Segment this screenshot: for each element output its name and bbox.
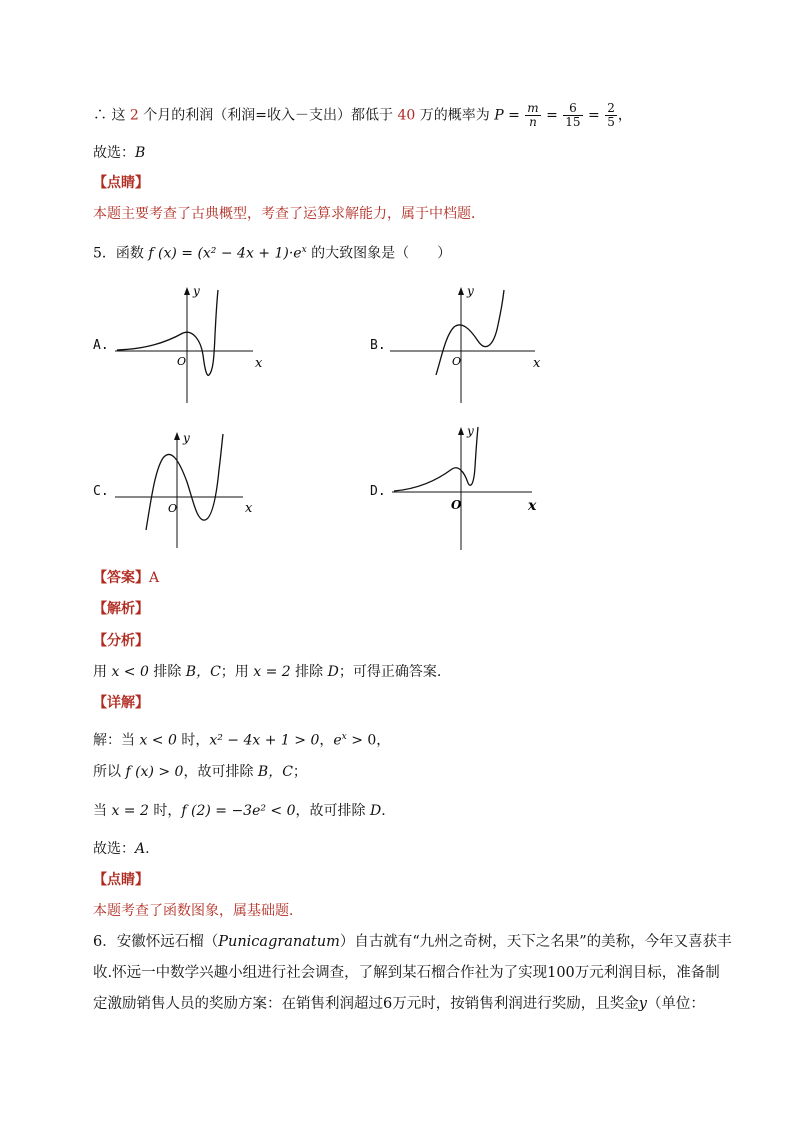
graph-b-origin: O bbox=[452, 355, 462, 368]
graph-b-x-label: x bbox=[533, 356, 541, 371]
option-d-label[interactable]: D. bbox=[370, 484, 386, 499]
solution-step-3: 当 x = 2 时，f (2) = −3e² < 0，故可排除 D. bbox=[93, 803, 386, 819]
fraction-m-n: $\frac{m}{n}$ bbox=[527, 101, 539, 129]
option-b-label[interactable]: B. bbox=[370, 338, 386, 353]
jiexi-heading: 【解析】 bbox=[93, 601, 149, 617]
graph-d[interactable] bbox=[392, 425, 547, 557]
graph-d-y-label: y bbox=[467, 424, 474, 438]
dianjing-text-2: 本题考查了函数图象，属基础题． bbox=[93, 903, 303, 919]
graph-c-x-label: x bbox=[245, 501, 253, 516]
graph-d-x-label: x bbox=[528, 498, 537, 514]
graph-c-y-label: y bbox=[183, 431, 190, 445]
graph-a-origin: O bbox=[177, 355, 187, 368]
option-a-label[interactable]: A. bbox=[93, 338, 109, 353]
question-5: 5．函数 f $(x) = (x^2 - 4x + 1)\cdot e^x$ 的大致图象是（ ） bbox=[93, 245, 452, 262]
dianjing-text: 本题主要考查了古典概型，考查了运算求解能力，属于中档题． bbox=[93, 206, 485, 222]
graph-b-y-label: y bbox=[467, 284, 474, 298]
graph-a-x-label: x bbox=[255, 356, 263, 371]
fenxi-text: 用 x < 0 排除 B，C；用 x = 2 排除 D；可得正确答案. bbox=[93, 664, 442, 680]
graph-a-y-label: y bbox=[193, 284, 200, 298]
graph-b[interactable] bbox=[390, 285, 545, 409]
question-6-line-1: 6．安徽怀远石榴（Punicagranatum）自古就有“九州之奇树，天下之名果”的美称，今年又喜获丰 bbox=[93, 934, 732, 950]
fraction-2-5: $\frac{2}{5}$ bbox=[607, 101, 615, 129]
question-6-line-3: 定激励销售人员的奖励方案：在销售利润超过6万元时，按销售利润进行奖励，且奖金y（单位： bbox=[93, 996, 705, 1012]
answer-heading: 【答案】A bbox=[93, 570, 160, 586]
solution-step-1: 解：当 x < 0 时，x² − 4x + 1 > 0，$e^x > 0$， bbox=[93, 732, 391, 749]
graph-c-origin: O bbox=[168, 502, 178, 515]
graph-a[interactable] bbox=[115, 285, 265, 409]
fenxi-heading: 【分析】 bbox=[93, 633, 149, 649]
dianjing-heading: 【点睛】 bbox=[93, 175, 149, 191]
xiangjie-heading: 【详解】 bbox=[93, 695, 149, 711]
graph-c[interactable] bbox=[115, 430, 265, 554]
graph-d-origin: O bbox=[451, 498, 462, 512]
dianjing-heading-2: 【点睛】 bbox=[93, 872, 149, 888]
probability-line: ∴ 这 2 个月的利润（利润=收入－支出）都低于 40 万的概率为 P = $\frac{m}{n}$ = $\frac{6}{15}$ = $\frac{2}{5}$ ， bbox=[93, 101, 632, 129]
solution-step-4: 故选：A. bbox=[93, 841, 150, 857]
choice-line-b: 故选：B bbox=[93, 145, 146, 161]
option-c-label[interactable]: C. bbox=[93, 484, 109, 499]
solution-step-2: 所以 f (x) > 0，故可排除 B，C； bbox=[93, 764, 307, 780]
fraction-6-15: $\frac{6}{15}$ bbox=[565, 101, 581, 129]
question-6-line-2: 收.怀远一中数学兴趣小组进行社会调查，了解到某石榴合作社为了实现100万元利润目标，准备制 bbox=[93, 965, 720, 981]
